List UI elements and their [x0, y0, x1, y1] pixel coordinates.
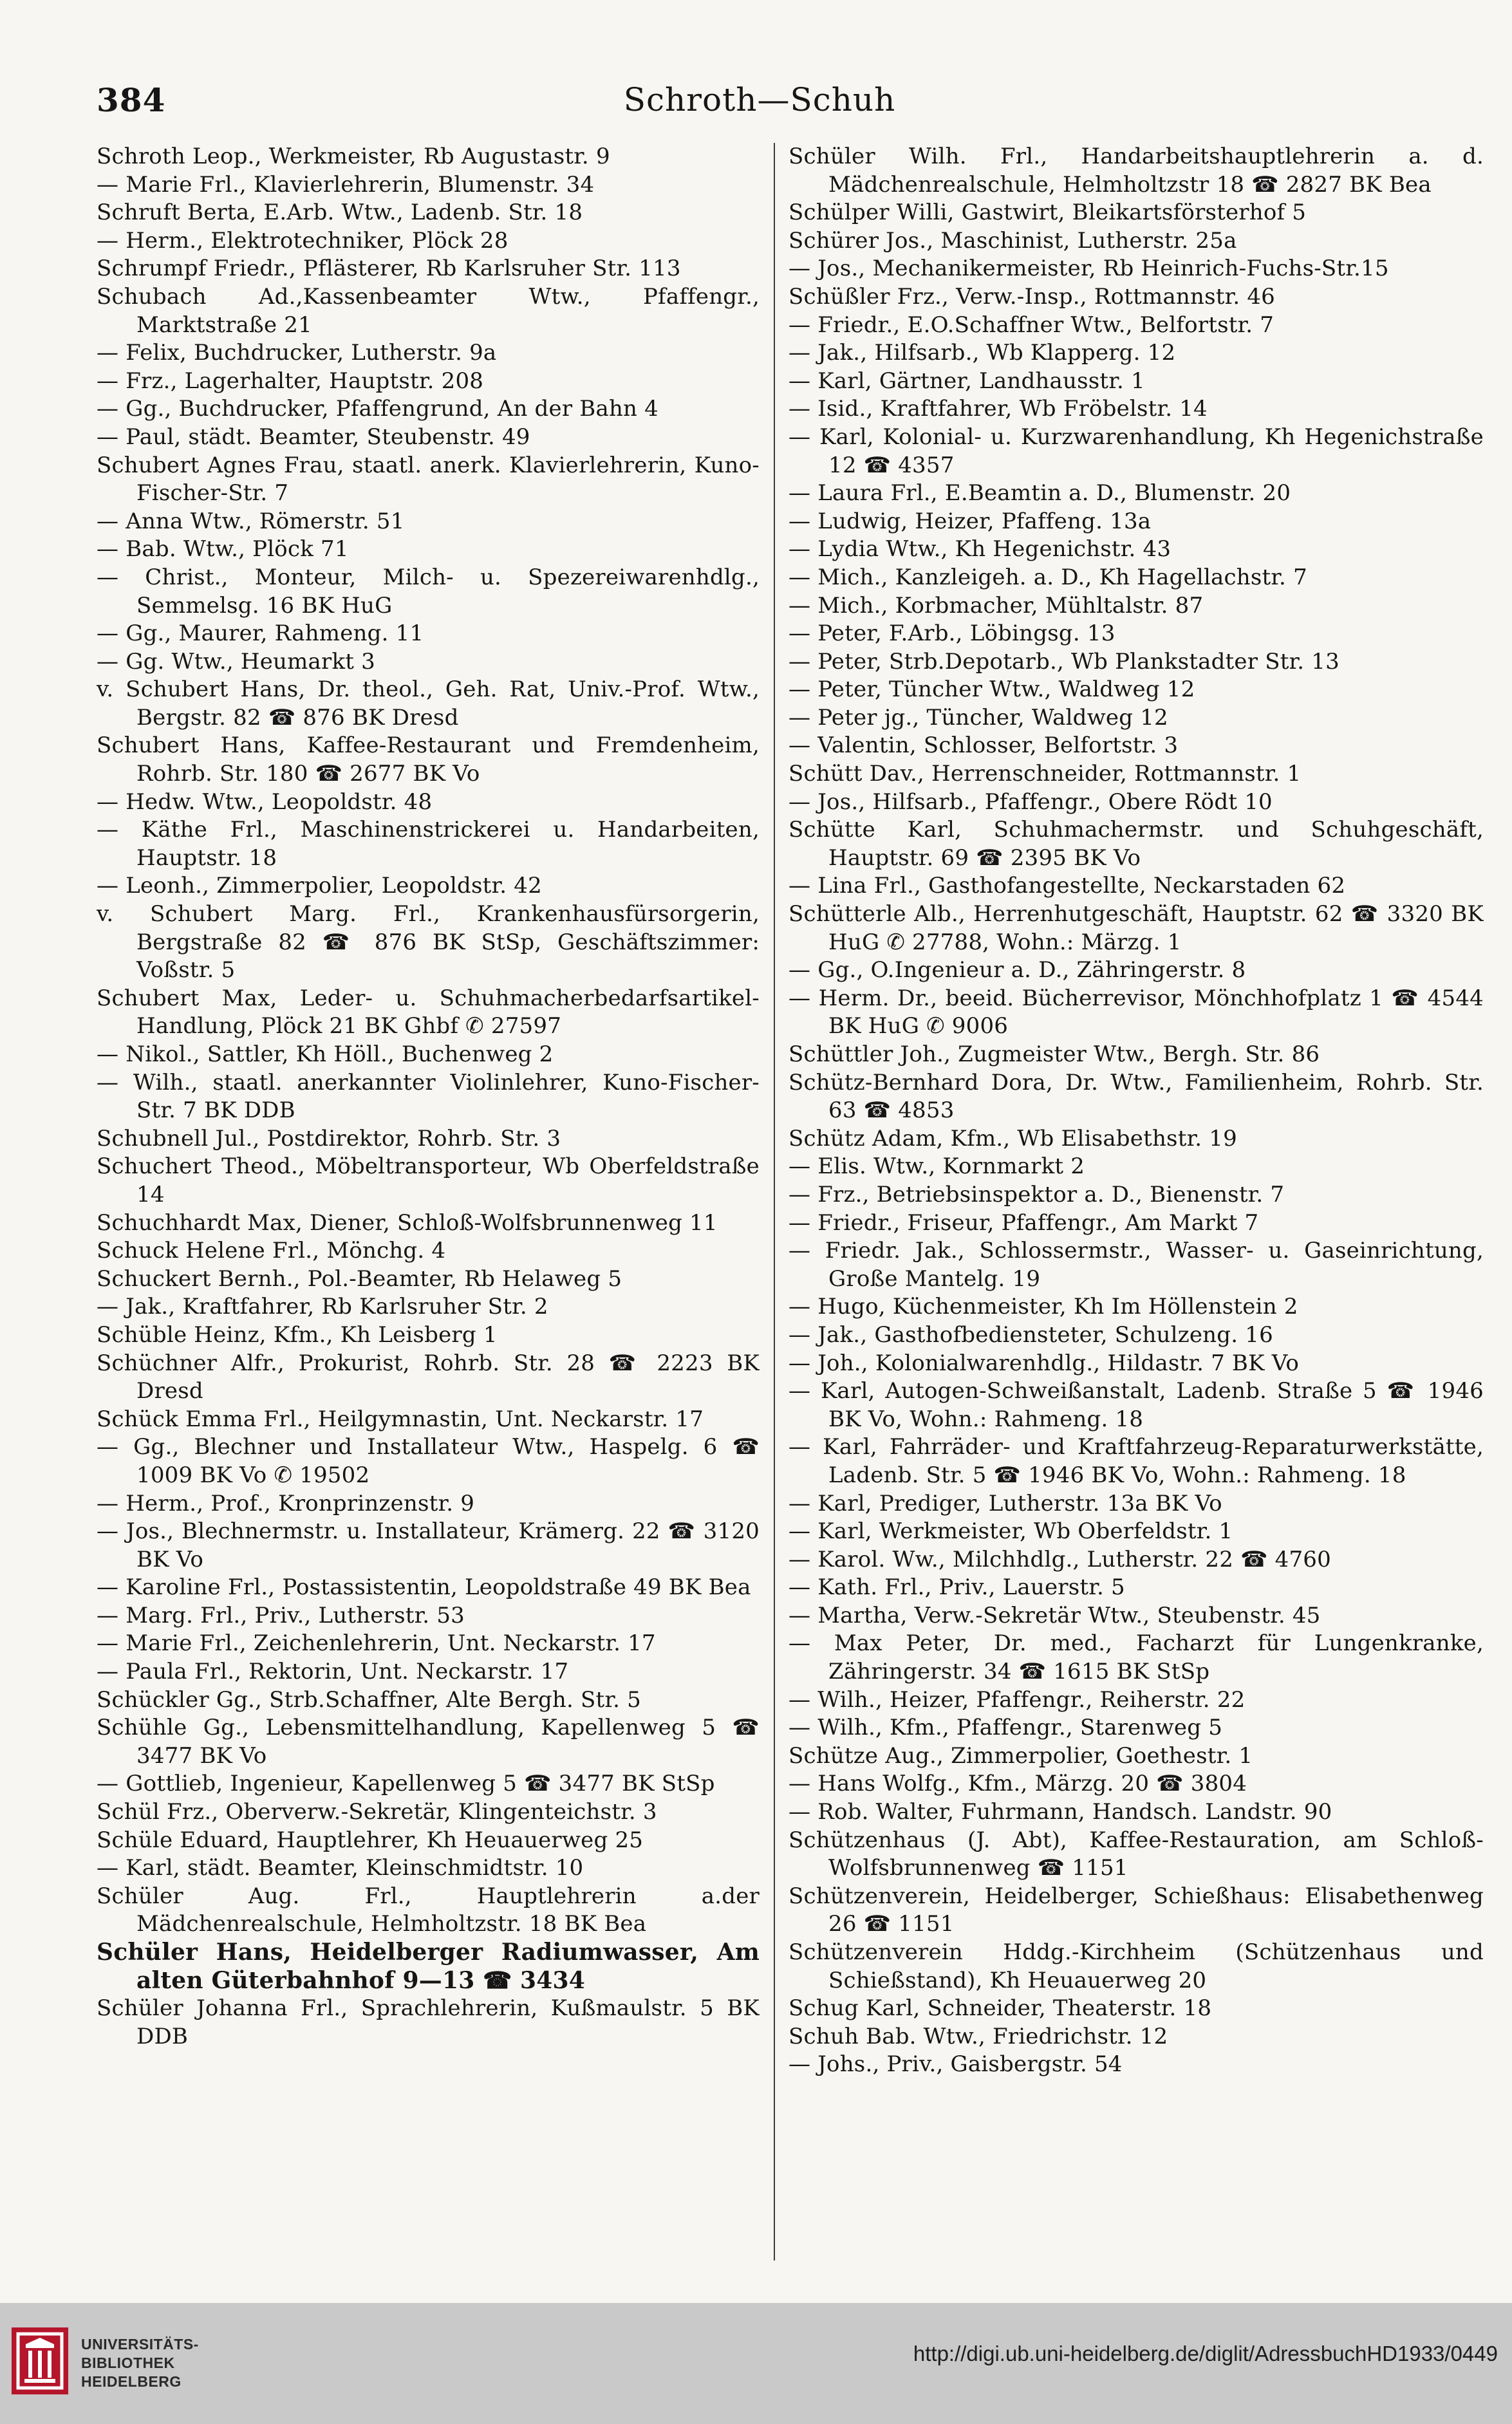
directory-entry: — Peter, F.Arb., Löbingsg. 13	[789, 620, 1115, 647]
column-divider	[774, 143, 775, 2261]
directory-entry: — Karl, Fahrräder- und Kraftfahrzeug-Reparaturwerkstätte, Ladenb. Str. 5 ☎ 1946 BK Vo, Wohn.: Rahmeng. 18	[789, 1434, 1484, 1488]
directory-entry: Schüler Hans, Heidelberger Radiumwasser, Am alten Güterbahnhof 9—13 ☎ 3434	[97, 1939, 760, 1994]
directory-entry: — Jos., Mechanikermeister, Rb Heinrich-Fuchs-Str.15	[789, 256, 1389, 282]
directory-entry: — Ludwig, Heizer, Pfaffeng. 13a	[789, 508, 1152, 534]
directory-entry: — Wilh., Heizer, Pfaffengr., Reiherstr. 22	[789, 1686, 1246, 1713]
directory-entry: — Peter, Tüncher Wtw., Waldweg 12	[789, 676, 1195, 703]
right-column	[789, 143, 1484, 2261]
library-name-line: HEIDELBERG	[81, 2373, 182, 2390]
directory-entry: — Lina Frl., Gasthofangestellte, Neckarstaden 62	[789, 873, 1346, 899]
directory-entry: — Isid., Kraftfahrer, Wb Fröbelstr. 14	[789, 396, 1208, 422]
directory-entry: — Herm., Prof., Kronprinzenstr. 9	[97, 1490, 475, 1516]
left-column	[97, 143, 760, 2261]
directory-entry: — Leonh., Zimmerpolier, Leopoldstr. 42	[97, 873, 542, 899]
directory-entry: Schütte Karl, Schuhmachermstr. und Schuhgeschäft, Hauptstr. 69 ☎ 2395 BK Vo	[789, 817, 1484, 871]
directory-entry: — Bab. Wtw., Plöck 71	[97, 536, 349, 563]
directory-entry: — Frz., Lagerhalter, Hauptstr. 208	[97, 368, 484, 394]
directory-entry: — Karoline Frl., Postassistentin, Leopoldstraße 49 BK Bea	[97, 1574, 751, 1601]
directory-entry: Schütze Aug., Zimmerpolier, Goethestr. 1	[789, 1742, 1253, 1769]
directory-entry: — Karol. Ww., Milchhdlg., Lutherstr. 22 ☎ 4760	[789, 1546, 1331, 1572]
directory-entry: — Gg., O.Ingenieur a. D., Zähringerstr. 8	[789, 957, 1246, 984]
directory-entry: — Gottlieb, Ingenieur, Kapellenweg 5 ☎ 3477 BK StSp	[97, 1771, 715, 1797]
library-name-line: UNIVERSITÄTS-	[81, 2336, 199, 2353]
directory-entry: — Käthe Frl., Maschinenstrickerei u. Handarbeiten, Hauptstr. 18	[97, 817, 760, 871]
directory-entry: — Jak., Gasthofbediensteter, Schulzeng. 16	[789, 1321, 1273, 1348]
directory-entry: — Gg. Wtw., Heumarkt 3	[97, 648, 375, 675]
directory-entry: — Friedr., E.O.Schaffner Wtw., Belfortstr. 7	[789, 312, 1274, 338]
directory-entry: — Mich., Kanzleigeh. a. D., Kh Hagellachstr. 7	[789, 564, 1307, 590]
directory-entry: — Mich., Korbmacher, Mühltalstr. 87	[789, 592, 1204, 619]
directory-entry: Schroth Leop., Werkmeister, Rb Augustastr. 9	[97, 144, 610, 169]
directory-entry: Schüle Eduard, Hauptlehrer, Kh Heuauerweg 25	[97, 1827, 644, 1853]
library-footer	[0, 2303, 1512, 2424]
directory-entry: Schuchhardt Max, Diener, Schloß-Wolfsbrunnenweg 11	[97, 1209, 718, 1236]
directory-entry: Schückler Gg., Strb.Schaffner, Alte Bergh. Str. 5	[97, 1686, 641, 1713]
directory-entry: — Wilh., staatl. anerkannter Violinlehrer, Kuno-Fischer-Str. 7 BK DDB	[97, 1069, 760, 1124]
directory-entry: Schüchner Alfr., Prokurist, Rohrb. Str. 28 ☎ 2223 BK Dresd	[97, 1350, 760, 1404]
page-header	[97, 76, 1423, 134]
directory-entry: — Martha, Verw.-Sekretär Wtw., Steubenstr. 45	[789, 1602, 1321, 1628]
source-url-link[interactable]: http://digi.ub.uni-heidelberg.de/diglit/AdressbuchHD1933/0449	[913, 2342, 1498, 2365]
directory-entry: Schütz Adam, Kfm., Wb Elisabethstr. 19	[789, 1125, 1237, 1151]
directory-entry: — Marg. Frl., Priv., Lutherstr. 53	[97, 1602, 465, 1628]
directory-entry: — Gg., Buchdrucker, Pfaffengrund, An der Bahn 4	[97, 396, 658, 422]
directory-entry: — Valentin, Schlosser, Belfortstr. 3	[789, 732, 1179, 759]
directory-entry: — Nikol., Sattler, Kh Höll., Buchenweg 2	[97, 1041, 554, 1067]
directory-entry: — Lydia Wtw., Kh Hegenichstr. 43	[789, 536, 1171, 563]
directory-entry: — Marie Frl., Klavierlehrerin, Blumenstr. 34	[97, 171, 595, 198]
directory-entry: — Hugo, Küchenmeister, Kh Im Höllenstein 2	[789, 1294, 1298, 1320]
university-library-logo	[12, 2327, 68, 2394]
directory-entry: Schützenverein Hddg.-Kirchheim (Schützenhaus und Schießstand), Kh Heuauerweg 20	[789, 1939, 1484, 1993]
directory-entry: — Jak., Hilfsarb., Wb Klapperg. 12	[789, 340, 1176, 366]
directory-entry: — Wilh., Kfm., Pfaffengr., Starenweg 5	[789, 1715, 1223, 1741]
directory-entry: — Felix, Buchdrucker, Lutherstr. 9a	[97, 340, 497, 366]
directory-entry: Schül Frz., Oberverw.-Sekretär, Klingenteichstr. 3	[97, 1799, 657, 1825]
directory-entry: — Karl, Prediger, Lutherstr. 13a BK Vo	[789, 1490, 1222, 1516]
directory-entry: Schug Karl, Schneider, Theaterstr. 18	[789, 1995, 1212, 2022]
directory-entry: — Frz., Betriebsinspektor a. D., Bienenstr. 7	[789, 1181, 1285, 1207]
directory-entry: v. Schubert Hans, Dr. theol., Geh. Rat, Univ.-Prof. Wtw., Bergstr. 82 ☎ 876 BK Dresd	[97, 676, 760, 731]
library-name-line: BIBLIOTHEK	[81, 2354, 175, 2371]
directory-entry: — Marie Frl., Zeichenlehrerin, Unt. Neckarstr. 17	[97, 1630, 656, 1657]
directory-entry: Schück Emma Frl., Heilgymnastin, Unt. Neckarstr. 17	[97, 1406, 704, 1432]
directory-entry: — Jak., Kraftfahrer, Rb Karlsruher Str. 2	[97, 1294, 548, 1320]
directory-entry: Schütt Dav., Herrenschneider, Rottmannstr. 1	[789, 761, 1302, 787]
directory-entry: Schubert Agnes Frau, staatl. anerk. Klavierlehrerin, Kuno-Fischer-Str. 7	[97, 452, 760, 507]
directory-entry: — Jos., Hilfsarb., Pfaffengr., Obere Rödt 10	[789, 788, 1273, 815]
directory-entry: — Herm. Dr., beeid. Bücherrevisor, Mönchhofplatz 1 ☎ 4544 BK HuG ✆ 9006	[789, 985, 1484, 1040]
directory-entry: — Paula Frl., Rektorin, Unt. Neckarstr. 17	[97, 1659, 569, 1685]
directory-entry: — Karl, Kolonial- u. Kurzwarenhandlung, Kh Hegenichstraße 12 ☎ 4357	[789, 424, 1484, 478]
directory-entry: Schühle Gg., Lebensmittelhandlung, Kapellenweg 5 ☎ 3477 BK Vo	[97, 1715, 760, 1769]
directory-entry: — Johs., Priv., Gaisbergstr. 54	[789, 2051, 1123, 2078]
directory-entry: — Karl, Gärtner, Landhausstr. 1	[789, 368, 1145, 394]
directory-entry: — Peter jg., Tüncher, Waldweg 12	[789, 704, 1168, 731]
directory-entry: — Joh., Kolonialwarenhdlg., Hildastr. 7 BK Vo	[789, 1350, 1300, 1376]
directory-entry: Schützenhaus (J. Abt), Kaffee-Restauration, am Schloß-Wolfsbrunnenweg ☎ 1151	[789, 1827, 1484, 1881]
directory-entry: — Herm., Elektrotechniker, Plöck 28	[97, 227, 509, 254]
directory-entry: Schubert Max, Leder- u. Schuhmacherbedarfsartikel-Handlung, Plöck 21 BK Ghbf ✆ 27597	[97, 985, 760, 1040]
directory-entry: Schuchert Theod., Möbeltransporteur, Wb Oberfeldstraße 14	[97, 1153, 760, 1207]
directory-entry: Schüler Johanna Frl., Sprachlehrerin, Kußmaulstr. 5 BK DDB	[97, 1995, 760, 2049]
directory-entry: Schubnell Jul., Postdirektor, Rohrb. Str. 3	[97, 1125, 561, 1151]
directory-entry: Schüler Aug. Frl., Hauptlehrerin a.der Mädchenrealschule, Helmholtzstr. 18 BK Bea	[97, 1883, 760, 1937]
directory-entry: Schubert Hans, Kaffee-Restaurant und Fremdenheim, Rohrb. Str. 180 ☎ 2677 BK Vo	[97, 732, 760, 787]
directory-entry: — Hedw. Wtw., Leopoldstr. 48	[97, 788, 433, 815]
directory-entry: Schuh Bab. Wtw., Friedrichstr. 12	[789, 2023, 1168, 2049]
directory-entry: Schuck Helene Frl., Mönchg. 4	[97, 1238, 446, 1264]
directory-entry: — Laura Frl., E.Beamtin a. D., Blumenstr. 20	[789, 480, 1291, 507]
directory-entry: — Karl, städt. Beamter, Kleinschmidtstr. 10	[97, 1855, 584, 1881]
page-title: Schroth—Schuh	[623, 81, 896, 118]
directory-entry: — Karl, Autogen-Schweißanstalt, Ladenb. Straße 5 ☎ 1946 BK Vo, Wohn.: Rahmeng. 18	[789, 1378, 1484, 1432]
directory-entry: Schürer Jos., Maschinist, Lutherstr. 25a	[789, 227, 1237, 254]
directory-entry: — Max Peter, Dr. med., Facharzt für Lungenkranke, Zähringerstr. 34 ☎ 1615 BK StSp	[789, 1630, 1484, 1685]
directory-entry: Schuckert Bernh., Pol.-Beamter, Rb Helaweg 5	[97, 1265, 622, 1292]
directory-entry: — Karl, Werkmeister, Wb Oberfeldstr. 1	[789, 1518, 1233, 1545]
directory-entry: Schüttler Joh., Zugmeister Wtw., Bergh. Str. 86	[789, 1041, 1320, 1067]
page-number: 384	[97, 81, 166, 119]
directory-entry: Schüßler Frz., Verw.-Insp., Rottmannstr. 46	[789, 283, 1276, 310]
directory-entry: Schützenverein, Heidelberger, Schießhaus: Elisabethenweg 26 ☎ 1151	[789, 1883, 1484, 1937]
directory-entry: Schrumpf Friedr., Pflästerer, Rb Karlsruher Str. 113	[97, 256, 681, 282]
directory-entry: Schütz-Bernhard Dora, Dr. Wtw., Familienheim, Rohrb. Str. 63 ☎ 4853	[789, 1069, 1484, 1124]
directory-entry: Schülper Willi, Gastwirt, Bleikartsförsterhof 5	[789, 200, 1307, 226]
directory-entry: — Gg., Blechner und Installateur Wtw., Haspelg. 6 ☎ 1009 BK Vo ✆ 19502	[97, 1434, 760, 1488]
directory-entry: — Christ., Monteur, Milch- u. Spezereiwarenhdlg., Semmelsg. 16 BK HuG	[97, 564, 760, 619]
directory-entry: — Rob. Walter, Fuhrmann, Handsch. Landstr. 90	[789, 1799, 1332, 1825]
directory-entry: — Friedr., Friseur, Pfaffengr., Am Markt 7	[789, 1209, 1259, 1236]
directory-entry: Schüble Heinz, Kfm., Kh Leisberg 1	[97, 1321, 498, 1348]
directory-entry: Schütterle Alb., Herrenhutgeschäft, Hauptstr. 62 ☎ 3320 BK HuG ✆ 27788, Wohn.: Märzg. 1	[789, 901, 1484, 955]
directory-entry: — Anna Wtw., Römerstr. 51	[97, 508, 405, 534]
directory-entry: — Kath. Frl., Priv., Lauerstr. 5	[789, 1574, 1125, 1601]
directory-entry: Schruft Berta, E.Arb. Wtw., Ladenb. Str. 18	[97, 200, 583, 226]
directory-entry: — Hans Wolfg., Kfm., Märzg. 20 ☎ 3804	[789, 1771, 1247, 1797]
directory-entry: Schubach Ad.,Kassenbeamter Wtw., Pfaffengr., Marktstraße 21	[97, 283, 760, 338]
directory-entry: v. Schubert Marg. Frl., Krankenhausfürsorgerin, Bergstraße 82 ☎ 876 BK StSp, Geschäftszimmer: Voßstr. 5	[97, 901, 760, 984]
directory-entry: Schüler Wilh. Frl., Handarbeitshauptlehrerin a. d. Mädchenrealschule, Helmholtzstr 18 ☎ 2827 BK Bea	[789, 144, 1484, 198]
library-name	[81, 2335, 199, 2391]
directory-entry: — Elis. Wtw., Kornmarkt 2	[789, 1153, 1085, 1180]
directory-entry: — Peter, Strb.Depotarb., Wb Plankstadter Str. 13	[789, 648, 1339, 675]
directory-entry: — Jos., Blechnermstr. u. Installateur, Krämerg. 22 ☎ 3120 BK Vo	[97, 1518, 760, 1572]
directory-entry: — Gg., Maurer, Rahmeng. 11	[97, 620, 424, 647]
directory-entry: — Friedr. Jak., Schlossermstr., Wasser- u. Gaseinrichtung, Große Mantelg. 19	[789, 1238, 1484, 1292]
directory-entry: — Paul, städt. Beamter, Steubenstr. 49	[97, 424, 530, 450]
